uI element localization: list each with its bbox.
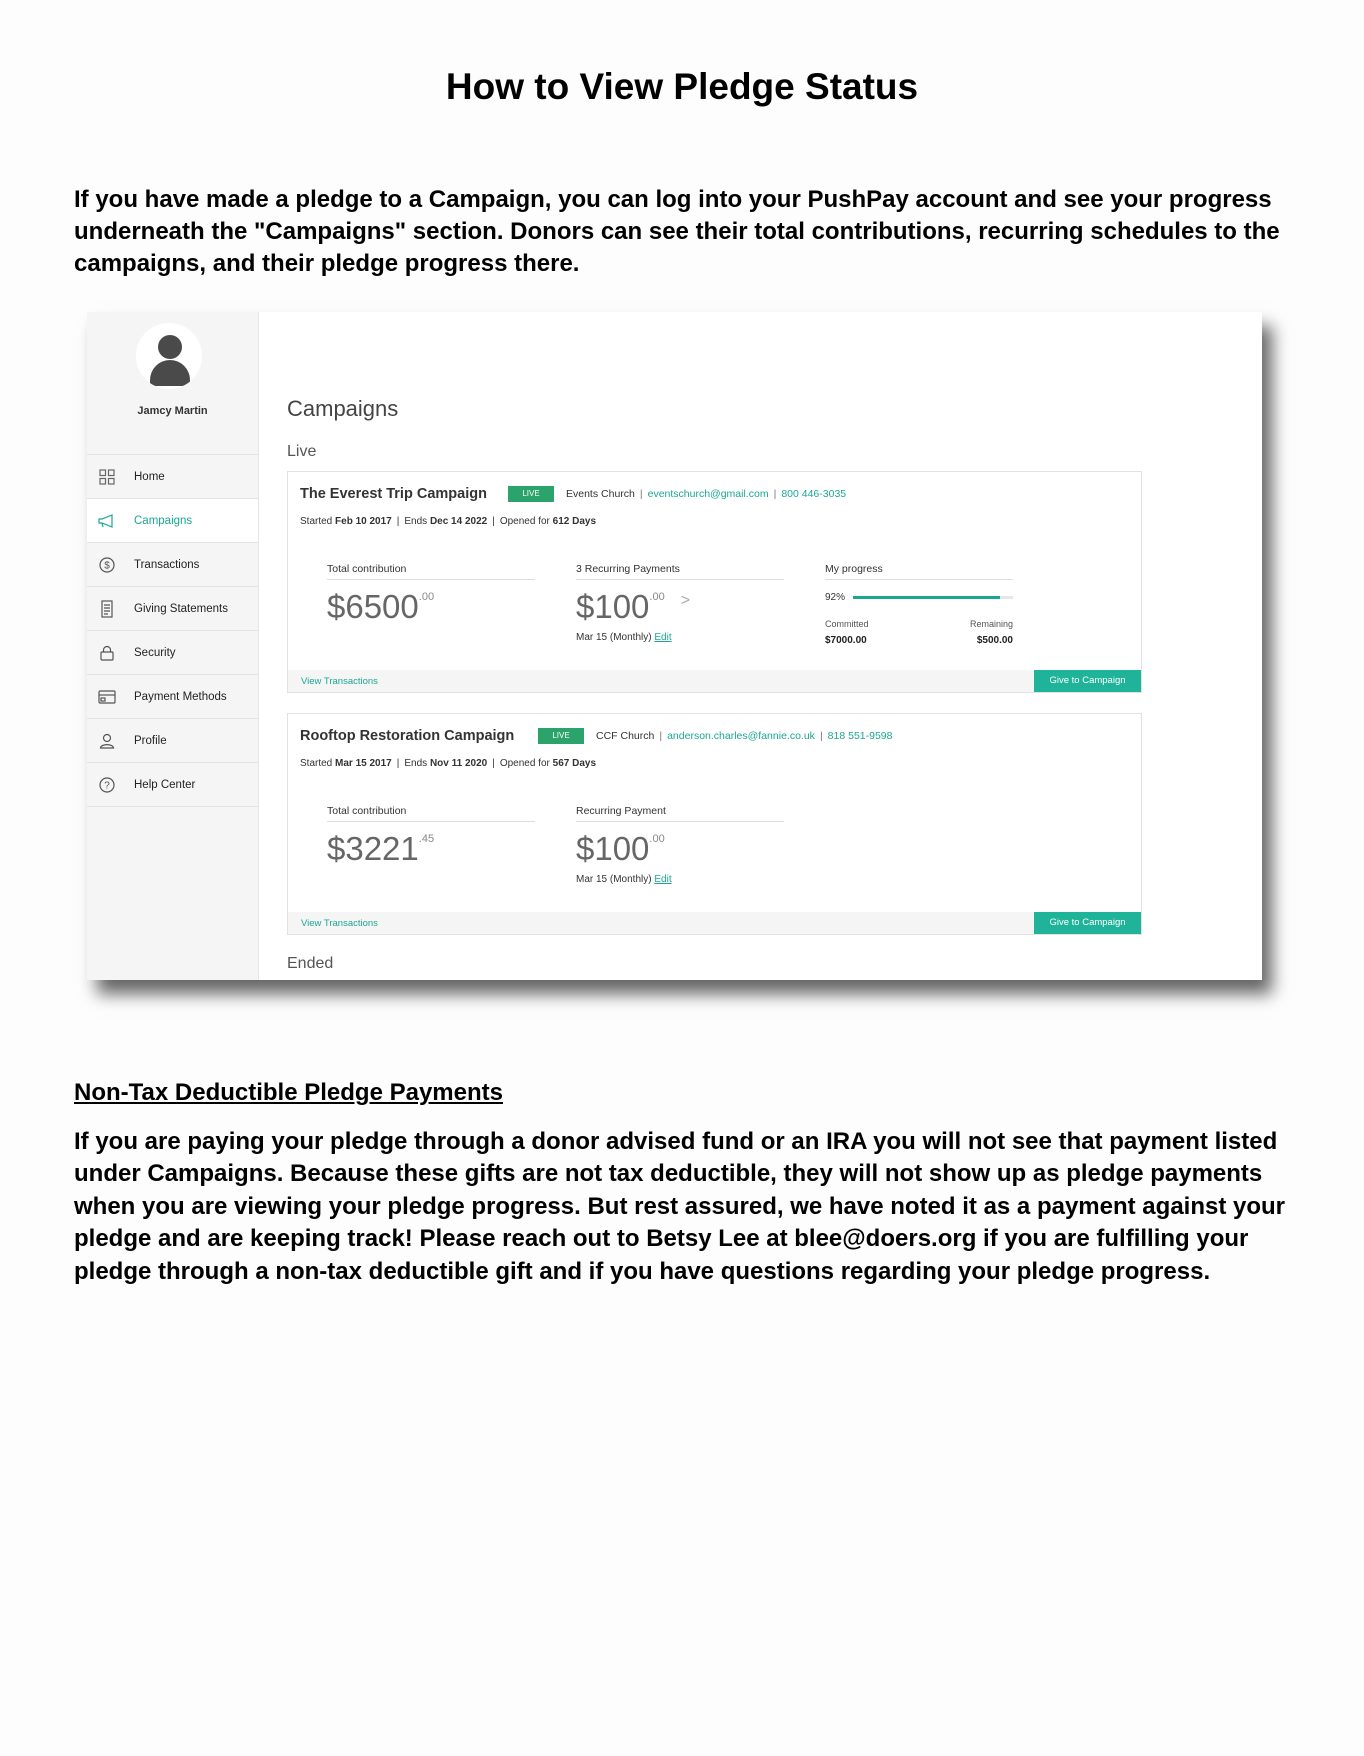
- total-amount: [327, 830, 535, 868]
- total-label: Total contribution: [327, 563, 535, 580]
- recurring-date: Mar 15 (Monthly): [576, 874, 652, 885]
- ended-heading: Ended: [287, 955, 334, 972]
- live-badge: LIVE: [538, 728, 584, 744]
- section-heading: Non-Tax Deductible Pledge Payments: [74, 1079, 503, 1106]
- recurring-payments: [576, 805, 784, 885]
- page-title: How to View Pledge Status: [445, 66, 919, 107]
- started-date: Mar 15 2017: [335, 758, 392, 769]
- church-name: Events Church: [566, 488, 635, 500]
- recurring-main: $100: [576, 830, 650, 867]
- started-label: Started: [300, 758, 333, 769]
- progress-labels: [825, 619, 1013, 629]
- total-label: Total contribution: [327, 805, 535, 822]
- avatar: [136, 323, 202, 389]
- sidebar-item-label: Payment Methods: [134, 690, 227, 703]
- sidebar-item-security[interactable]: [87, 631, 258, 675]
- pushpay-screenshot: [87, 312, 1262, 980]
- live-heading: Live: [287, 443, 317, 460]
- campaign-card: [287, 713, 1142, 935]
- remaining-value: $500.00: [976, 635, 1013, 646]
- church-phone[interactable]: 818 551-9598: [827, 730, 893, 742]
- total-main: $6500: [327, 588, 419, 625]
- progress-row: [825, 592, 1013, 603]
- card-footer: [288, 670, 1141, 692]
- recurring-schedule: [576, 632, 784, 643]
- edit-link[interactable]: Edit: [654, 874, 672, 885]
- campaign-card: [287, 471, 1142, 693]
- total-amount: [327, 588, 535, 626]
- sidebar-item-giving-statements[interactable]: [87, 587, 258, 631]
- progress-values: [825, 635, 1013, 646]
- campaign-contact: Events Church | eventschurch@gmail.com | 800 446-3035: [566, 488, 847, 500]
- progress-percent: 92%: [825, 592, 846, 603]
- church-email[interactable]: anderson.charles@fannie.co.uk: [667, 730, 815, 742]
- give-to-campaign-button[interactable]: Give to Campaign: [1034, 912, 1141, 934]
- total-contribution: [327, 563, 535, 626]
- total-cents: .00: [418, 591, 435, 603]
- committed-value: $7000.00: [825, 635, 867, 646]
- sidebar-item-label: Help Center: [134, 778, 196, 791]
- sidebar-item-label: Home: [134, 470, 165, 483]
- progress-bar: [853, 596, 1013, 599]
- help-icon: [98, 776, 116, 794]
- committed-label: Committed: [825, 619, 869, 629]
- sidebar-item-help-center[interactable]: [87, 763, 258, 807]
- church-email[interactable]: eventschurch@gmail.com: [647, 488, 769, 500]
- campaign-dates: Started Feb 10 2017 | Ends Dec 14 2022 | Opened for 612 Days: [300, 516, 597, 527]
- sidebar: [87, 312, 259, 980]
- total-contribution: [327, 805, 535, 868]
- edit-link[interactable]: Edit: [654, 632, 672, 643]
- recurring-main: $100: [576, 588, 650, 625]
- avatar-head-icon: [158, 335, 182, 359]
- opened-days: 567 Days: [552, 758, 597, 769]
- view-transactions-link[interactable]: View Transactions: [301, 676, 378, 687]
- chevron-right-icon[interactable]: >: [680, 592, 691, 609]
- sidebar-item-label: Security: [134, 646, 176, 659]
- section-paragraph: If you are paying your pledge through a donor advised fund or an IRA you will not see that payment listed under Campaigns. Because these gifts are not tax deductible, they will not show up as pledge payments when you are viewing your pledge progress. But rest assured, we have noted it as a payment against your pledge and are keeping track! Please reach out to Betsy Lee at blee@doers.org if you are fulfilling your pledge through a non-tax deductible gift and if you have questions regarding your pledge progress.: [74, 1128, 1286, 1285]
- campaign-name: Rooftop Restoration Campaign: [300, 728, 515, 744]
- recurring-cents: .00: [649, 833, 665, 845]
- dollar-icon: [98, 556, 116, 574]
- total-cents: .45: [418, 833, 435, 845]
- sidebar-item-label: Transactions: [134, 558, 200, 571]
- avatar-body-icon: [150, 360, 190, 386]
- remaining-label: Remaining: [969, 619, 1013, 629]
- svg-text:?: ?: [104, 780, 110, 791]
- ends-label: Ends: [404, 758, 428, 769]
- sidebar-item-label: Campaigns: [134, 514, 193, 527]
- ends-date: Nov 11 2020: [429, 758, 488, 769]
- opened-label: Opened for: [499, 516, 550, 527]
- recurring-label: 3 Recurring Payments: [576, 563, 784, 580]
- recurring-amount: [576, 588, 784, 626]
- campaigns-main: [258, 312, 1262, 980]
- live-badge: LIVE: [508, 486, 554, 502]
- my-progress: [825, 563, 1013, 646]
- sidebar-item-home[interactable]: [87, 455, 258, 499]
- statement-icon: [98, 600, 116, 618]
- recurring-schedule: [576, 874, 784, 885]
- lock-icon: [98, 644, 116, 662]
- started-label: Started: [300, 516, 333, 527]
- church-name: CCF Church: [596, 730, 655, 742]
- campaign-dates: Started Mar 15 2017 | Ends Nov 11 2020 | Opened for 567 Days: [300, 758, 597, 769]
- sidebar-nav: [87, 454, 258, 807]
- recurring-label: Recurring Payment: [576, 805, 784, 822]
- card-footer: [288, 912, 1141, 934]
- megaphone-icon: [98, 512, 116, 530]
- total-main: $3221: [327, 830, 419, 867]
- sidebar-item-label: Profile: [134, 734, 167, 747]
- recurring-payments: [576, 563, 784, 643]
- campaigns-heading: Campaigns: [287, 396, 399, 421]
- user-name: Jamcy Martin: [137, 405, 208, 417]
- sidebar-item-profile[interactable]: [87, 719, 258, 763]
- svg-text:$: $: [104, 560, 110, 571]
- started-date: Feb 10 2017: [335, 516, 392, 527]
- recurring-amount: [576, 830, 784, 868]
- progress-label: My progress: [825, 563, 1013, 580]
- campaign-contact: CCF Church | anderson.charles@fannie.co.uk | 818 551-9598: [596, 730, 893, 742]
- campaign-name: The Everest Trip Campaign: [300, 486, 487, 502]
- ends-label: Ends: [404, 516, 428, 527]
- sidebar-item-campaigns[interactable]: [87, 499, 258, 543]
- give-to-campaign-button[interactable]: Give to Campaign: [1034, 670, 1141, 692]
- opened-days: 612 Days: [552, 516, 597, 527]
- ends-date: Dec 14 2022: [429, 516, 488, 527]
- church-phone[interactable]: 800 446-3035: [781, 488, 847, 500]
- recurring-date: Mar 15 (Monthly): [576, 632, 652, 643]
- card-icon: [98, 688, 116, 706]
- intro-paragraph: If you have made a pledge to a Campaign, you can log into your PushPay account and see your progress underneath the "Campaigns" section. Donors can see their total contributions, recurring schedules to the campaigns, and their pledge progress there.: [74, 186, 1280, 277]
- view-transactions-link[interactable]: View Transactions: [301, 918, 378, 929]
- sidebar-item-label: Giving Statements: [134, 602, 228, 615]
- sidebar-item-transactions[interactable]: [87, 543, 258, 587]
- recurring-cents: .00: [649, 591, 665, 603]
- grid-icon: [98, 468, 116, 486]
- person-icon: [98, 732, 116, 750]
- progress-bar-fill: [853, 596, 1000, 599]
- opened-label: Opened for: [499, 758, 550, 769]
- sidebar-item-payment-methods[interactable]: [87, 675, 258, 719]
